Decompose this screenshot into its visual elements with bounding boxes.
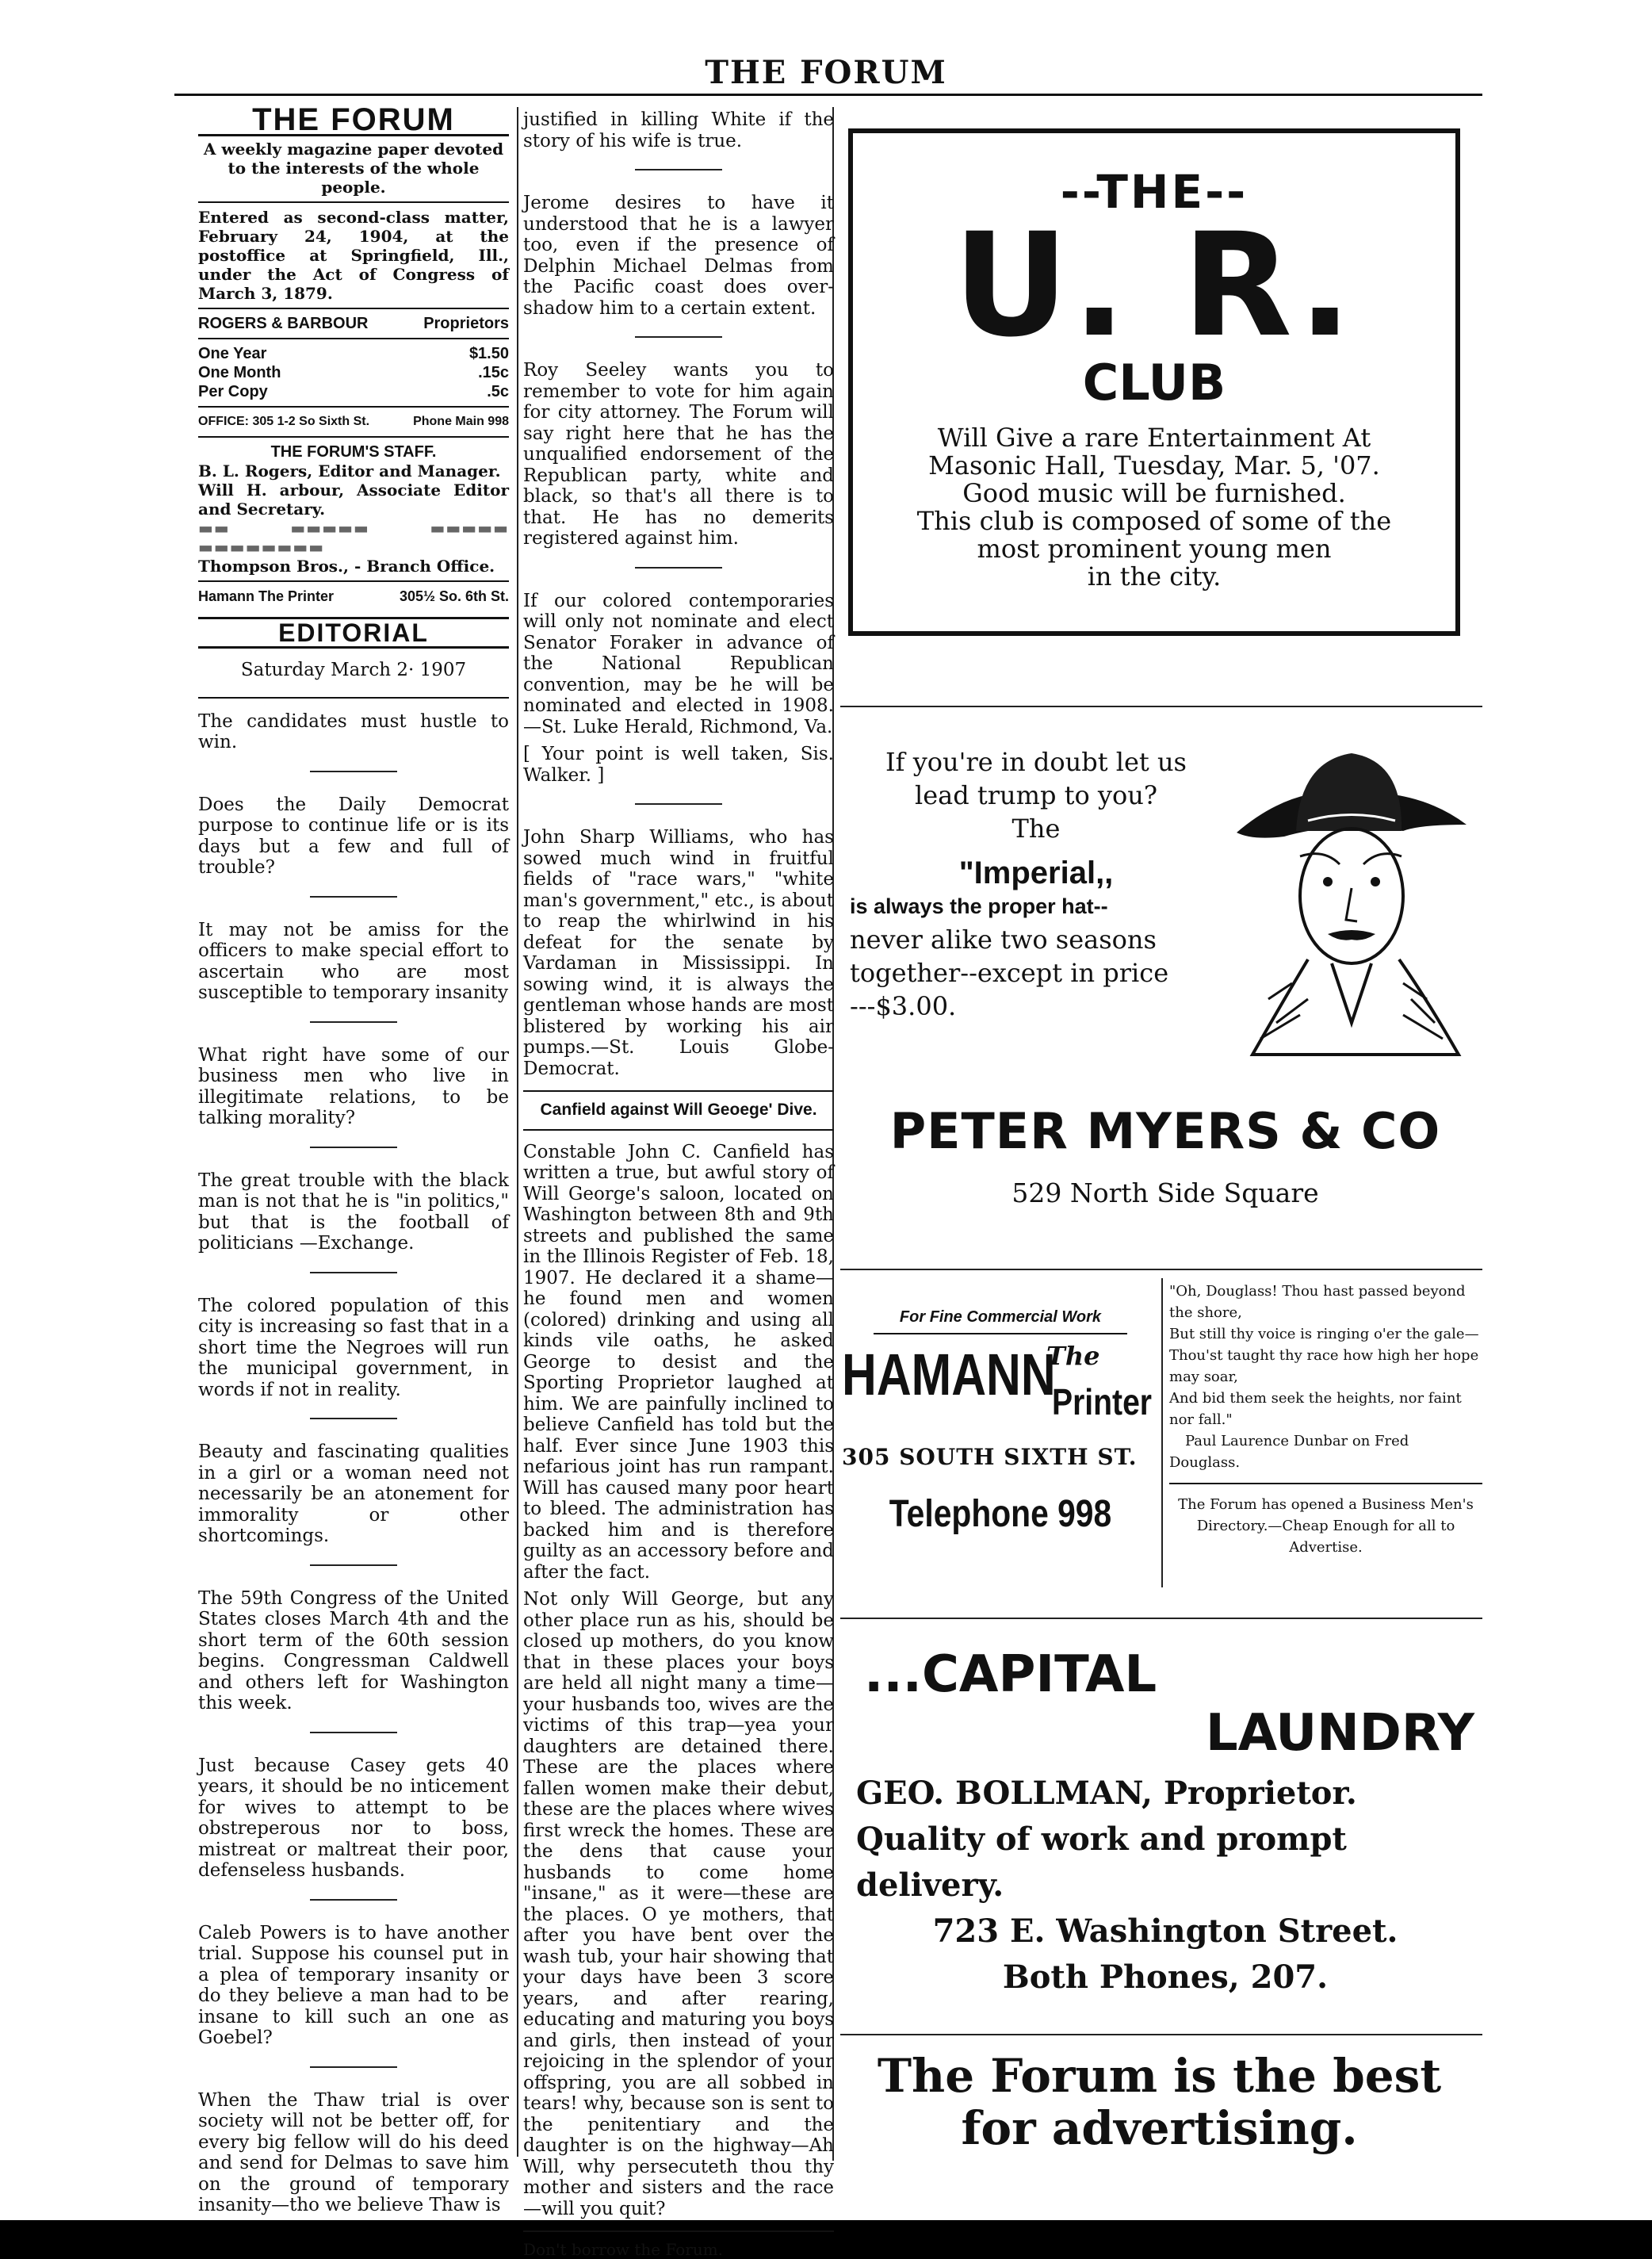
- editorial-item: Caleb Powers is to have another trial. Suppose his counsel put in a plea of temporary insanity or do they believe a man had to be insane to kill such an one as Goebel?: [198, 1922, 509, 2048]
- divider: [310, 1732, 397, 1733]
- ur-club-body: [853, 424, 1455, 591]
- article-paragraph: Not only Will George, but any other place run as his, should be closed up mothers, do you know that in these places your boys are held all night many a time—your husbands too, wives are the victims of this trap—yea your daughters are detained there. These are the places where fallen women make their debut, these are the places where wives first wreck the homes. These are the dens that cause your husbands to come home "insane," as it were—these are the places. O ye mothers, that after you have bent over the wash tub, your hair showing that your days have been 3 score years, and after rearing, educating and maturing you boys and girls, then instead of your rejoicing in the splendor of your offspring, you are all sobbed in tears! why, because son is sent to the penitentiary and the daughter is on the highway—Ah Will, why persecuteth thou thy mother and sisters and the race—will you quit?: [523, 1589, 834, 2219]
- hamann-the: The: [1046, 1341, 1100, 1371]
- ur-club-line: This club is composed of some of the: [916, 506, 1392, 536]
- directory-notice: The Forum has opened a Business Men's Directory.—Cheap Enough for all to Advertise.: [1178, 1496, 1474, 1556]
- laundry-phones: Both Phones, 207.: [1002, 1958, 1329, 1996]
- rate-row: [198, 344, 509, 363]
- imperial-line: never alike two seasons: [850, 925, 1157, 955]
- imperial-brand: "Imperial,,: [958, 856, 1114, 890]
- editorial-item: The candidates must hustle to win.: [198, 710, 509, 752]
- ad-separator: [840, 706, 1482, 707]
- printer-line: [198, 587, 509, 606]
- rate-label: One Month: [198, 363, 281, 381]
- divider: [310, 896, 397, 898]
- ur-club-letters: U. R.: [953, 203, 1356, 369]
- divider: [310, 1147, 397, 1148]
- masthead-tagline: A weekly magazine paper devoted to the interests of the whole people.: [203, 139, 504, 197]
- douglass-poem: [1169, 1281, 1482, 1558]
- publisher-role: Proprietors: [423, 314, 509, 332]
- ur-club-line: in the city.: [1087, 561, 1222, 592]
- editorial-item: The colored population of this city is increasing so fast that in a short time the Negroes will run the municipal government, in words if not in reality.: [198, 1295, 509, 1400]
- laundry-body: [856, 1771, 1474, 2001]
- imperial-line: ---$3.00.: [850, 991, 957, 1021]
- rate-row: [198, 363, 509, 382]
- imperial-sub: is always the proper hat--: [850, 894, 1108, 918]
- editorial-item: It may not be amiss for the officers to make special effort to ascertain who are most susceptible to temporary insanity: [198, 919, 509, 1003]
- ur-club-line: Masonic Hall, Tuesday, Mar. 5, '07.: [928, 450, 1380, 481]
- divider: [310, 1899, 397, 1901]
- hamann-tag: For Fine Commercial Work: [899, 1308, 1102, 1326]
- rule: [198, 580, 509, 582]
- ur-club-ad: [848, 128, 1460, 636]
- poem-line: And bid them seek the heights, nor faint nor fall.": [1169, 1390, 1462, 1428]
- rule: [198, 697, 509, 699]
- masthead-title: THE FORUM: [252, 102, 455, 137]
- rule: [874, 1333, 1127, 1334]
- rule: [198, 201, 509, 203]
- imperial-hat-ad: [850, 745, 1222, 1023]
- rate-price: .15c: [478, 363, 509, 381]
- laundry-title-2: LAUNDRY: [1205, 1704, 1474, 1763]
- office-address: OFFICE: 305 1-2 So Sixth St.: [198, 414, 370, 428]
- editorial-item: When the Thaw trial is over society will not be better off, for every big fellow will do his deed and send for Delmas to save him on the ground of temporary insanity—tho we believe Thaw is: [198, 2089, 509, 2215]
- ur-club-line: most prominent young men: [977, 534, 1332, 564]
- divider: [635, 169, 722, 170]
- editorial-item: Just because Casey gets 40 years, it should be no inticement for wives to attempt to be obstreperous nor to boss, mistreat or maltreat their poor, defenseless husbands.: [198, 1755, 509, 1881]
- laundry-quality: Quality of work and prompt delivery.: [856, 1821, 1347, 1904]
- article-paragraph: Constable John C. Canfield has written a true, but awful story of Will George's saloon, located on Washington between 8th and 9th streets and published the same in the Illinois Register of Feb. 18, 1907. He declared it a shame—he found men and women (colored) drinking and using all kinds vile oaths, he asked George to desist and the Sporting Proprietor laughed at him. We are painfully inclined to believe Canfield has told but the half. Ever since June 1903 this nefarious joint has run rampant. Will has caused many poor heart to bleed. The administration has backed him and is therefore guilty as an accessory before and after the fact.: [523, 1141, 834, 1583]
- editorial-item: Does the Daily Democrat purpose to continue life or is its days but a few and full of trouble?: [198, 794, 509, 878]
- editorial-date: Saturday March 2· 1907: [240, 660, 467, 680]
- man-in-hat-illustration: [1221, 737, 1482, 1070]
- rule: [1169, 1483, 1482, 1484]
- laundry-title-1: ...CAPITAL: [864, 1645, 1157, 1704]
- rule: [198, 406, 509, 408]
- ad-separator: [840, 1269, 1482, 1270]
- editorial-item: justified in killing White if the story of his wife is true.: [523, 109, 834, 151]
- staff-heading: THE FORUM'S STAFF.: [270, 442, 437, 461]
- rule: [523, 1090, 834, 1092]
- imperial-line: together--except in price: [850, 958, 1169, 988]
- smudged-line: ▬▬ ▬▬▬▬▬ ▬▬▬▬▬ ▬▬▬▬▬▬▬▬: [198, 518, 509, 557]
- divider: [310, 1021, 397, 1023]
- forum-best-ad: [836, 2050, 1482, 2154]
- printer-address: 305½ So. 6th St.: [399, 588, 509, 604]
- editorial-item: The 59th Congress of the United States closes March 4th and the short term of the 60th session begins. Congressman Caldwell and others left for Washington this week.: [198, 1587, 509, 1713]
- ur-club-line: Good music will be furnished.: [962, 478, 1346, 508]
- hamann-phone: Telephone 998: [889, 1493, 1112, 1535]
- imperial-line: lead trump to you?: [914, 780, 1158, 810]
- rule: [198, 338, 509, 339]
- rule: [198, 308, 509, 309]
- ur-club-the: --THE--: [1060, 165, 1249, 219]
- poem-line: But still thy voice is ringing o'er the gale—: [1169, 1326, 1479, 1342]
- hamann-logo: [842, 1341, 1159, 1436]
- poem-line: Thou'st taught thy race how high her hope may soar,: [1169, 1347, 1479, 1385]
- printer-name: Hamann The Printer: [198, 588, 335, 604]
- masthead-entry: Entered as second-class matter, February 24, 1904, at the postoffice at Springfield, Ill., under the Act of Congress of March 3, 1879.: [198, 207, 509, 303]
- publisher-line: [198, 314, 509, 333]
- divider: [635, 336, 722, 338]
- office-phone: Phone Main 998: [413, 414, 509, 428]
- editorial-item: Roy Seeley wants you to remember to vote for him again for city attorney. The Forum will say right here that he has the unqualified endorsement of the Republican party, white and black, so that's all there is to that. He has no demerits registered against him.: [523, 360, 834, 549]
- forum-best-line: The Forum is the best: [877, 2049, 1442, 2103]
- rate-row: [198, 382, 509, 401]
- divider: [635, 803, 722, 805]
- imperial-line: The: [1011, 814, 1061, 844]
- capital-laundry-ad: [856, 1645, 1474, 2001]
- ad-column-rule: [1161, 1278, 1163, 1587]
- header-rule: [174, 94, 1482, 96]
- footer-note: Don't borrow the Forum.: [523, 2240, 724, 2259]
- editorial-item: Beauty and fascinating qualities in a girl or a woman need not necessarily be an atonement for immorality or other shortcomings.: [198, 1442, 509, 1546]
- forum-best-line: for advertising.: [961, 2101, 1358, 2155]
- column-1: [198, 102, 509, 2223]
- rate-price: $1.50: [468, 344, 509, 362]
- editorial-note: [ Your point is well taken, Sis. Walker. ]: [523, 744, 834, 786]
- staff-member: Will H. arbour, Associate Editor and Secretary.: [198, 480, 509, 519]
- staff-member: Thompson Bros., - Branch Office.: [198, 556, 495, 576]
- editorial-heading: EDITORIAL: [278, 618, 429, 647]
- editorial-item: If our colored contemporaries will only not nominate and elect Senator Foraker in advance of the National Republican convention, may be he will be nominated and elected in 1908.—St. Luke Herald, Richmond, Va.: [523, 590, 834, 737]
- rule: [198, 436, 509, 438]
- store-name: PETER MYERS & CO: [889, 1102, 1441, 1160]
- running-head: THE FORUM: [705, 54, 947, 91]
- editorial-item: What right have some of our business men who live in illegitimate relations, to be talking morality?: [198, 1044, 509, 1128]
- rule: [523, 2230, 834, 2232]
- staff-member: B. L. Rogers, Editor and Manager.: [198, 461, 501, 481]
- divider: [310, 1418, 397, 1419]
- ad-separator: [840, 2034, 1482, 2035]
- laundry-street: 723 E. Washington Street.: [932, 1912, 1398, 1950]
- rule: [523, 1129, 834, 1131]
- rate-price: .5c: [487, 382, 509, 400]
- ad-separator: [840, 1618, 1482, 1619]
- poem-attribution: Paul Laurence Dunbar on Fred Douglass.: [1169, 1433, 1409, 1471]
- office-line: [198, 412, 509, 431]
- hamann-printer-ad: [842, 1308, 1159, 1536]
- column-2: [523, 109, 834, 2259]
- ur-club-line: Will Give a rare Entertainment At: [937, 423, 1371, 453]
- imperial-line: If you're in doubt let us: [885, 747, 1187, 777]
- article-heading: Canfield against Will Geoege' Dive.: [540, 1101, 817, 1119]
- store-address: 529 North Side Square: [1011, 1177, 1319, 1208]
- laundry-owner: GEO. BOLLMAN, Proprietor.: [856, 1775, 1357, 1812]
- publisher-name: ROGERS & BARBOUR: [198, 314, 369, 332]
- ur-club-club: CLUB: [1082, 354, 1226, 412]
- hamann-name: HAMANN: [842, 1342, 1056, 1407]
- hamann-address: 305 SOUTH SIXTH ST.: [842, 1444, 1138, 1470]
- divider: [635, 567, 722, 569]
- divider: [310, 2066, 397, 2068]
- divider: [310, 771, 397, 772]
- divider: [310, 1564, 397, 1566]
- rate-label: One Year: [198, 344, 267, 362]
- editorial-item: The great trouble with the black man is not that he is "in politics," but that is the football of politicians —Exchange.: [198, 1170, 509, 1254]
- hamann-printer: Printer: [1052, 1381, 1153, 1422]
- editorial-item: John Sharp Williams, who has sowed much wind in fruitful fields of "race wars," "white man's government," etc., is about to reap the whirlwind in his defeat for the senate by Vardaman in Mississippi. In sowing wind, it is always the gentleman whose hands are most blistered by working his air pumps.—St. Louis Globe-Democrat.: [523, 827, 834, 1079]
- poem-line: "Oh, Douglass! Thou hast passed beyond the shore,: [1169, 1283, 1466, 1321]
- divider: [310, 1272, 397, 1273]
- column-rule-1: [517, 107, 518, 2157]
- editorial-item: Jerome desires to have it understood that he is a lawyer too, even if the presence of Delphin Michael Delmas from the Pacific coast does over-shadow him to a certain extent.: [523, 193, 834, 319]
- rate-label: Per Copy: [198, 382, 268, 400]
